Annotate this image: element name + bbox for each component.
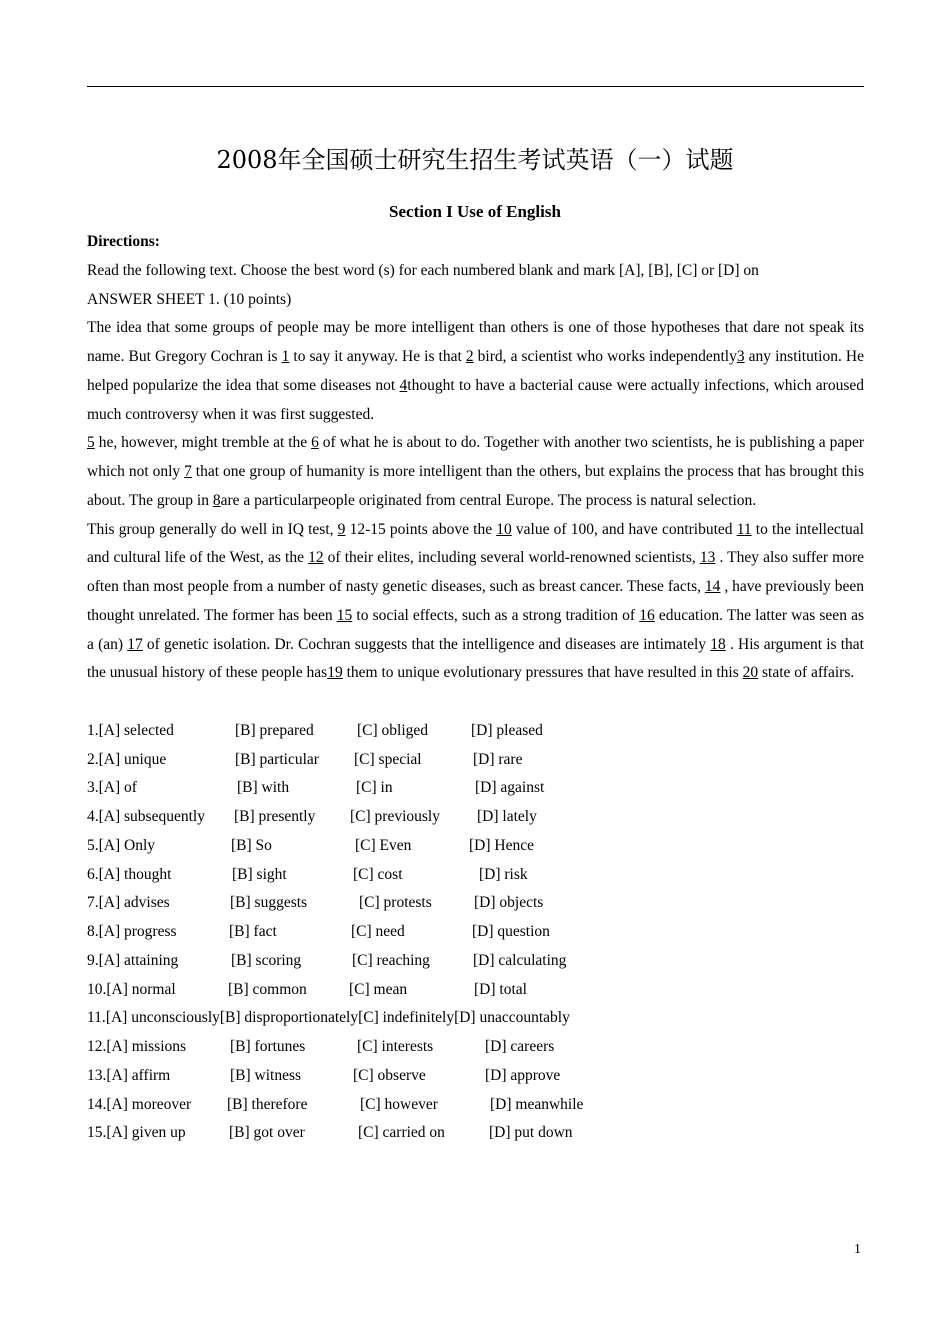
question-number: 3. bbox=[87, 779, 99, 797]
question-row bbox=[87, 774, 864, 803]
option-a bbox=[87, 889, 170, 918]
option-b: [B] witness bbox=[230, 1066, 302, 1084]
option-b: [B] disproportionately bbox=[219, 1009, 359, 1027]
passage-text: that one group of humanity is more intelligent than the others, but explains the process that has brought this about. The group in bbox=[87, 463, 864, 509]
passage-text: . His argument is that the unusual history of these people has bbox=[87, 635, 864, 682]
passage-text: to say it anyway. He is that bbox=[289, 348, 466, 365]
question-number: 8. bbox=[87, 923, 99, 940]
blank-number: 4 bbox=[399, 376, 408, 394]
question-row bbox=[87, 1091, 864, 1120]
option-a bbox=[87, 918, 177, 947]
passage-text: to social effects, such as a strong tradition of bbox=[352, 606, 640, 624]
option-d: [D] pleased bbox=[471, 721, 543, 739]
option-text: [A] unique bbox=[98, 750, 167, 768]
page-number: 1 bbox=[854, 1242, 861, 1257]
question-row bbox=[87, 717, 864, 746]
passage-text: bird, a scientist who works independently bbox=[473, 348, 737, 365]
option-a bbox=[87, 1062, 170, 1091]
question-row bbox=[87, 1119, 864, 1148]
option-text: [A] moreover bbox=[106, 1095, 192, 1113]
option-d: [D] objects bbox=[474, 894, 544, 912]
option-d: [D] approve bbox=[485, 1066, 561, 1084]
header-rule bbox=[87, 86, 864, 87]
passage-text: them to unique evolutionary pressures that have resulted in this bbox=[342, 664, 743, 682]
question-row bbox=[87, 1033, 864, 1062]
option-b: [B] got over bbox=[229, 1124, 305, 1142]
option-b: [B] So bbox=[231, 836, 272, 854]
question-number: 12. bbox=[87, 1038, 107, 1055]
option-a bbox=[87, 947, 178, 976]
question-row bbox=[87, 1004, 864, 1033]
question-number: 13. bbox=[87, 1066, 107, 1084]
question-row bbox=[87, 918, 864, 947]
passage-text: of their elites, including several world-renowned scientists, bbox=[323, 549, 700, 567]
option-text: [A] thought bbox=[98, 865, 172, 883]
option-b: [B] suggests bbox=[230, 894, 308, 912]
option-a bbox=[87, 976, 176, 1005]
option-a bbox=[87, 717, 174, 746]
option-text: [A] subsequently bbox=[98, 808, 205, 825]
question-row bbox=[87, 947, 864, 976]
passage-text: are a particularpeople originated from central Europe. The process is natural selection. bbox=[220, 491, 757, 509]
question-number: 9. bbox=[87, 951, 99, 969]
blank-number: 3 bbox=[736, 348, 745, 365]
option-d: [D] unaccountably bbox=[454, 1009, 570, 1027]
question-number: 10. bbox=[87, 980, 107, 998]
option-text: [A] attaining bbox=[98, 951, 179, 969]
option-d: [D] against bbox=[475, 779, 545, 797]
option-text: [A] affirm bbox=[106, 1066, 171, 1084]
question-row bbox=[87, 1062, 864, 1091]
question-number: 15. bbox=[87, 1124, 107, 1142]
blank-number: 7 bbox=[184, 463, 192, 480]
option-c: [C] cost bbox=[353, 865, 403, 883]
passage-text: thought to have a bacterial cause were actually infections, which aroused much controversy when it was first suggested. bbox=[87, 376, 864, 423]
question-row bbox=[87, 889, 864, 918]
blank-number: 11 bbox=[736, 520, 752, 538]
question-row bbox=[87, 832, 864, 861]
option-b: [B] therefore bbox=[227, 1095, 308, 1113]
option-c: [C] special bbox=[354, 750, 422, 768]
passage-paragraph-3 bbox=[87, 516, 864, 689]
option-b: [B] fortunes bbox=[230, 1038, 306, 1055]
passage-paragraph-2 bbox=[87, 429, 864, 515]
option-c: [C] obliged bbox=[357, 721, 429, 739]
blank-number: 2 bbox=[465, 348, 474, 365]
option-b: [B] scoring bbox=[231, 951, 302, 969]
question-row bbox=[87, 746, 864, 775]
question-number: 5. bbox=[87, 836, 99, 854]
option-c: [C] however bbox=[360, 1095, 438, 1113]
question-number: 7. bbox=[87, 894, 99, 912]
passage-text: . They also suffer more often than most people from a number of nasty genetic diseases, such as breast cancer. These facts, bbox=[87, 549, 865, 595]
option-d: [D] calculating bbox=[473, 951, 567, 969]
directions-line-1: Read the following text. Choose the best word (s) for each numbered blank and mark [A], [B], [C] or [D] on bbox=[87, 261, 759, 279]
passage-text: education. The latter was seen as a (an) bbox=[87, 606, 865, 653]
option-b: [B] presently bbox=[234, 808, 316, 825]
blank-number: 6 bbox=[311, 434, 319, 452]
option-d: [D] put down bbox=[489, 1124, 573, 1142]
option-d: [D] Hence bbox=[469, 836, 534, 854]
option-a bbox=[87, 832, 155, 861]
blank-number: 5 bbox=[87, 434, 95, 452]
blank-number: 19 bbox=[327, 664, 343, 682]
option-a bbox=[87, 1119, 186, 1148]
page-title: 2008年全国硕士研究生招生考试英语（一）试题 bbox=[216, 146, 734, 174]
option-b: [B] prepared bbox=[235, 721, 314, 739]
passage-text: to the intellectual and cultural life of the West, as the bbox=[87, 520, 864, 567]
option-text: [A] missions bbox=[106, 1038, 187, 1055]
option-a bbox=[87, 1091, 191, 1120]
option-a bbox=[87, 746, 166, 775]
passage-text: 12-15 points above the bbox=[345, 520, 497, 538]
passage-text: of genetic isolation. Dr. Cochran suggests that the intelligence and diseases are intimately bbox=[142, 635, 711, 653]
spacer bbox=[87, 688, 864, 717]
directions-label: Directions: bbox=[87, 233, 160, 250]
option-b: [B] common bbox=[228, 980, 307, 998]
option-text: [A] of bbox=[98, 779, 137, 797]
question-number: 1. bbox=[87, 721, 99, 739]
option-text: [A] normal bbox=[106, 980, 176, 998]
option-text: [A] Only bbox=[98, 836, 156, 854]
option-d: [D] lately bbox=[477, 808, 537, 825]
option-d: [D] careers bbox=[485, 1038, 555, 1055]
question-number: 11. bbox=[87, 1009, 106, 1027]
option-c: [C] carried on bbox=[358, 1124, 445, 1142]
blank-number: 8 bbox=[212, 491, 221, 509]
passage-text: , have previously been thought unrelated. The former has been bbox=[87, 578, 864, 624]
blank-number: 9 bbox=[337, 520, 346, 538]
blank-number: 13 bbox=[699, 549, 716, 567]
option-d: [D] risk bbox=[479, 865, 528, 883]
option-c: [C] in bbox=[356, 779, 393, 797]
option-c: [C] protests bbox=[359, 894, 432, 912]
option-a bbox=[87, 861, 171, 890]
question-number: 14. bbox=[87, 1095, 107, 1113]
blank-number: 12 bbox=[308, 549, 324, 567]
option-d: [D] rare bbox=[473, 750, 523, 768]
option-text: [A] selected bbox=[98, 721, 174, 739]
option-text: [A] progress bbox=[98, 923, 177, 940]
blank-number: 18 bbox=[710, 635, 726, 653]
passage-paragraph-1 bbox=[87, 314, 864, 429]
option-c: [C] Even bbox=[355, 836, 412, 854]
question-row bbox=[87, 803, 864, 832]
question-list bbox=[87, 717, 864, 1148]
blank-number: 20 bbox=[742, 664, 759, 682]
option-d: [D] question bbox=[472, 923, 550, 940]
question-row bbox=[87, 976, 864, 1005]
document-body bbox=[87, 228, 864, 1148]
passage-text: value of 100, and have contributed bbox=[511, 520, 737, 538]
option-c: [C] need bbox=[351, 923, 405, 940]
option-d: [D] total bbox=[474, 980, 527, 998]
blank-number: 1 bbox=[281, 348, 290, 365]
passage-text: he, however, might tremble at the bbox=[94, 434, 312, 452]
blank-number: 16 bbox=[639, 606, 655, 624]
passage-text: This group generally do well in IQ test, bbox=[87, 520, 338, 538]
option-c: [C] previously bbox=[350, 808, 440, 825]
option-b: [B] sight bbox=[232, 865, 287, 883]
directions-line-2: ANSWER SHEET 1. (10 points) bbox=[87, 290, 292, 308]
option-c: [C] observe bbox=[353, 1066, 426, 1084]
option-c: [C] reaching bbox=[352, 951, 430, 969]
blank-number: 10 bbox=[496, 520, 512, 538]
blank-number: 15 bbox=[336, 606, 353, 624]
passage-text: state of affairs. bbox=[758, 664, 855, 682]
option-a bbox=[87, 803, 205, 832]
blank-number: 17 bbox=[127, 635, 143, 653]
question-number: 2. bbox=[87, 750, 99, 768]
option-c: [C] mean bbox=[349, 980, 408, 998]
passage-text: of what he is about to do. Together with another two scientists, he is publishing a paper which not only bbox=[87, 434, 864, 480]
option-text: [A] advises bbox=[98, 894, 170, 912]
option-a bbox=[87, 1033, 186, 1062]
option-text: [A] given up bbox=[106, 1124, 186, 1142]
option-b: [B] fact bbox=[229, 923, 277, 940]
option-c: [C] interests bbox=[357, 1038, 434, 1055]
question-row bbox=[87, 861, 864, 890]
option-c: [C] indefinitely bbox=[358, 1009, 455, 1027]
option-a bbox=[87, 774, 137, 803]
blank-number: 14 bbox=[704, 578, 721, 595]
option-a: [A] unconsciously bbox=[105, 1009, 220, 1027]
option-b: [B] particular bbox=[235, 750, 319, 768]
question-number: 4. bbox=[87, 808, 99, 825]
option-b: [B] with bbox=[237, 779, 290, 797]
section-heading: Section I Use of English bbox=[389, 202, 561, 221]
question-number: 6. bbox=[87, 865, 99, 883]
passage-text: any institution. He helped popularize the idea that some diseases not bbox=[87, 348, 864, 394]
passage-text: The idea that some groups of people may be more intelligent than others is one of those hypotheses that dare not speak its name. But Gregory Cochran is bbox=[87, 319, 864, 365]
option-d: [D] meanwhile bbox=[490, 1095, 584, 1113]
